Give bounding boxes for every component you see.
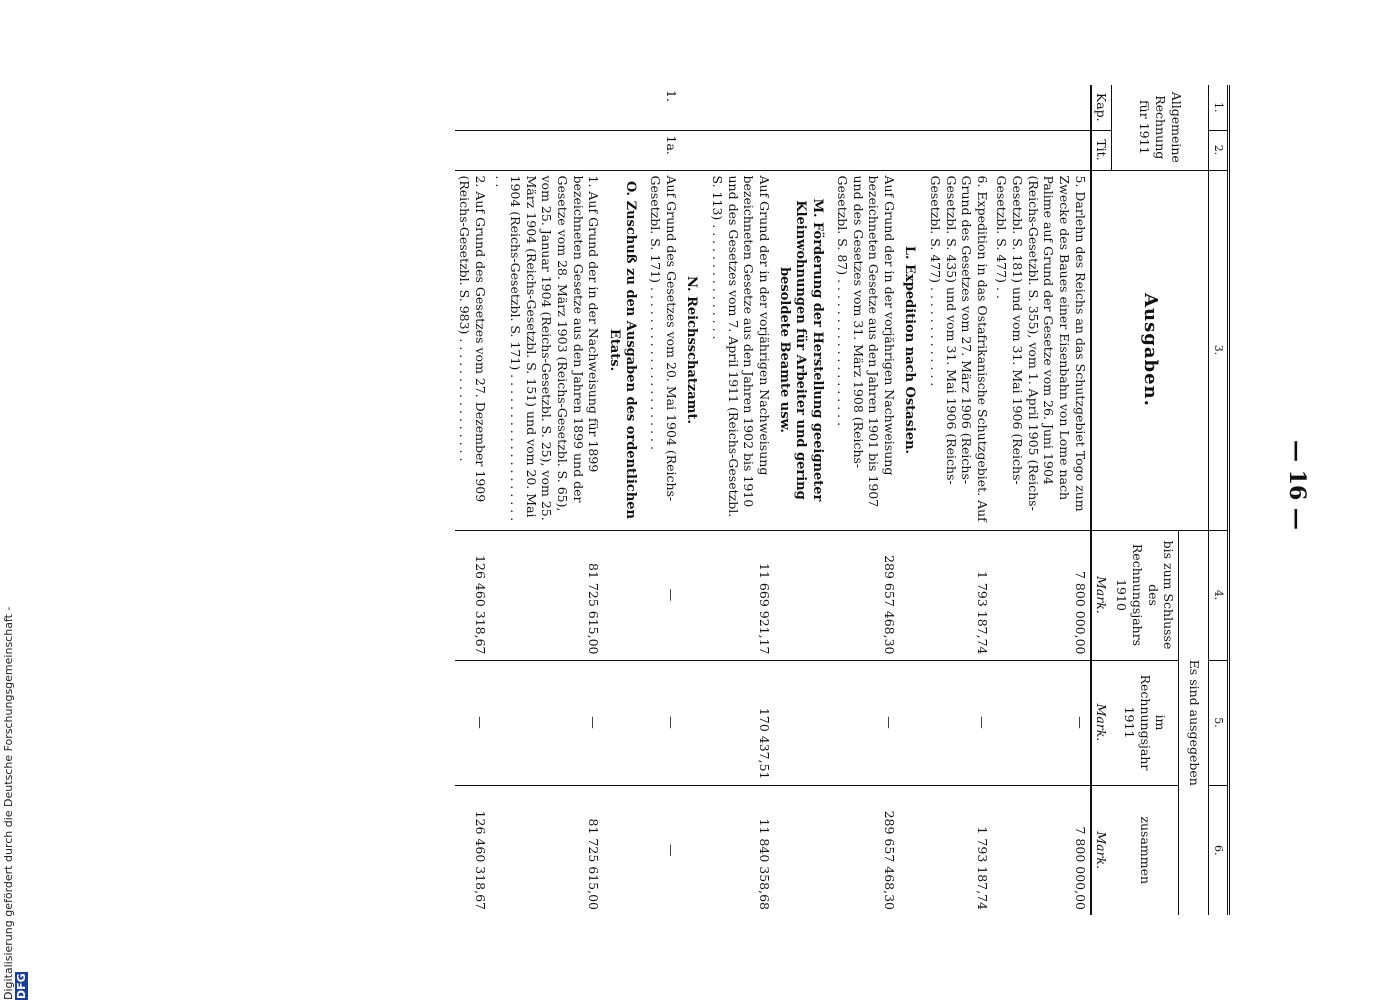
cell-kap bbox=[455, 85, 490, 130]
cell-col6: 7 800 000,00 bbox=[992, 785, 1091, 915]
cell-tit bbox=[707, 130, 774, 170]
table-row bbox=[490, 85, 603, 915]
cell-col5: 170 437,51 bbox=[707, 660, 774, 785]
footer-credit bbox=[2, 600, 28, 1000]
colnum-6: 6. bbox=[1209, 785, 1229, 915]
unit-mark-6: Mark. bbox=[1091, 785, 1112, 915]
unit-mark-4: Mark. bbox=[1091, 530, 1112, 660]
cell-col4: 1 793 187,74 bbox=[925, 530, 992, 660]
cell-tit bbox=[992, 130, 1091, 170]
cell-col6: 126 460 318,67 bbox=[455, 785, 490, 915]
cell-text: 2. Auf Grund des Gesetzes vom 27. Dezember 1909 (Reichs-Gesetzbl. S. 983) . . . . . . . . . . . . . . . . bbox=[455, 170, 490, 530]
table-row bbox=[925, 85, 992, 915]
section-heading: O. Zuschuß zu den Ausgaben des ordentlichen Etats. bbox=[603, 170, 646, 530]
colnum-4: 4. bbox=[1209, 530, 1229, 660]
table-row bbox=[992, 85, 1091, 915]
cell-kap bbox=[707, 85, 774, 130]
cell-col6: — bbox=[646, 785, 681, 915]
header-row-1 bbox=[1179, 85, 1209, 915]
cell-text: 5. Darlehn des Reichs an das Schutzgebiet Togo zum Zwecke des Baues einer Eisenbahn von Lome nach Palime auf Grund der Gesetze vom 26. Juni 1904 (Reichs-Gesetzbl. S. 355), vom 1. April 1905 (Reichs-Gesetzbl. S. 181) und vom 31. Mai 1906 (Reichs-Gesetzbl. S. 477) . . bbox=[992, 170, 1091, 530]
header-es-sind: Es sind ausgegeben bbox=[1179, 530, 1209, 915]
cell-tit bbox=[490, 130, 603, 170]
section-heading: N. Reichsschatzamt. bbox=[681, 170, 707, 530]
cell-col6: 289 657 468,30 bbox=[833, 785, 900, 915]
cell-col5: — bbox=[646, 660, 681, 785]
table-row bbox=[646, 85, 681, 915]
header-allgemeine: Allgemeine Rechnung für 1911 bbox=[1137, 91, 1184, 163]
header-bis-zum: bis zum Schlusse des Rechnungsjahrs 1910 bbox=[1112, 530, 1179, 660]
cell-kap bbox=[490, 85, 603, 130]
cell-col6: 81 725 615,00 bbox=[490, 785, 603, 915]
cell-col5: — bbox=[925, 660, 992, 785]
header-ausgaben: Ausgaben. bbox=[1091, 170, 1209, 530]
colnum-3: 3. bbox=[1209, 170, 1229, 530]
cell-col6: 1 793 187,74 bbox=[925, 785, 992, 915]
cell-text: Auf Grund des Gesetzes vom 20. Mai 1904 (Reichs-Gesetzbl. S. 171) . . . . . . . . . . . . . . . . . . . . . bbox=[646, 170, 681, 530]
column-number-row bbox=[1209, 85, 1229, 915]
expenditure-table bbox=[455, 85, 1230, 915]
cell-col4: 11 669 921,17 bbox=[707, 530, 774, 660]
cell-tit: 1a. bbox=[646, 130, 681, 170]
table-row bbox=[455, 85, 490, 915]
table-row bbox=[833, 85, 900, 915]
page-number: — 16 — bbox=[1284, 440, 1310, 530]
cell-text: Auf Grund der in der vorjährigen Nachweisung bezeichneten Gesetze aus den Jahren 1902 bis 1910 und des Gesetzes vom 7. April 1911 (Reichs-Gesetzbl. S. 113) . . . . . . . . . . . . . . . bbox=[707, 170, 774, 530]
dfg-logo: DFG bbox=[15, 973, 28, 999]
footer-text: Digitalisierung gefördert durch die Deutsche Forschungsgemeinschaft - bbox=[2, 606, 15, 1000]
cell-col5: — bbox=[490, 660, 603, 785]
colnum-2: 2. bbox=[1209, 130, 1229, 170]
cell-col6: 11 840 358,68 bbox=[707, 785, 774, 915]
table-row bbox=[707, 85, 774, 915]
section-heading: M. Förderung der Herstellung geeigneter Kleinwohnungen für Arbeiter und gering besoldete Beamte usw. bbox=[774, 170, 833, 530]
header-kap: Kap. bbox=[1091, 85, 1112, 130]
cell-col4: 289 657 468,30 bbox=[833, 530, 900, 660]
cell-text: Auf Grund der in der vorjährigen Nachweisung bezeichneten Gesetze aus den Jahren 1901 bis 1907 und des Gesetzes vom 31. März 1908 (Reichs-Gesetzbl. S. 87) . . . . . . . . . . . . . . . . . . . bbox=[833, 170, 900, 530]
unit-mark-5: Mark. bbox=[1091, 660, 1112, 785]
cell-kap bbox=[833, 85, 900, 130]
section-heading: L. Expedition nach Ostasien. bbox=[899, 170, 925, 530]
cell-col4: — bbox=[646, 530, 681, 660]
section-row bbox=[681, 85, 707, 915]
cell-text: 6. Expedition in das Ostafrikanische Schutzgebiet. Auf Grund des Gesetzes vom 27. März 1906 (Reichs-Gesetzbl. S. 435) und vom 31. Mai 1906 (Reichs-Gesetzbl. S. 477) . . . . . . . . . . . . . bbox=[925, 170, 992, 530]
cell-kap bbox=[925, 85, 992, 130]
section-row bbox=[774, 85, 833, 915]
cell-tit bbox=[455, 130, 490, 170]
rotated-table bbox=[130, 85, 1230, 915]
cell-tit bbox=[833, 130, 900, 170]
cell-kap bbox=[992, 85, 1091, 130]
cell-col5: — bbox=[833, 660, 900, 785]
cell-col4: 126 460 318,67 bbox=[455, 530, 490, 660]
cell-col5: — bbox=[455, 660, 490, 785]
cell-kap: 1. bbox=[664, 90, 680, 102]
header-tit: Tit. bbox=[1091, 130, 1112, 170]
colnum-1: 1. bbox=[1209, 85, 1229, 130]
header-zusammen: zusammen bbox=[1112, 785, 1179, 915]
section-row bbox=[603, 85, 646, 915]
cell-text: 1. Auf Grund der in der Nachweisung für 1899 bezeichneten Gesetze aus den Jahren 1899 und der Gesetze vom 28. März 1903 (Reichs-Gesetzbl. S. 65), vom 25. Januar 1904 (Reichs-Gesetzbl. S. 25), vom 25. März 1904 (Reichs-Gesetzbl. S. 151) und vom 20. Mai 1904 (Reichs-Gesetzbl. S. 171) . . . . . . . . . . . . . . . . . . . . . bbox=[490, 170, 603, 530]
section-row bbox=[899, 85, 925, 915]
cell-col4: 7 800 000,00 bbox=[992, 530, 1091, 660]
cell-col5: — bbox=[992, 660, 1091, 785]
header-im: im Rechnungsjahr 1911 bbox=[1112, 660, 1179, 785]
cell-col4: 81 725 615,00 bbox=[490, 530, 603, 660]
colnum-5: 5. bbox=[1209, 660, 1229, 785]
cell-tit bbox=[925, 130, 992, 170]
